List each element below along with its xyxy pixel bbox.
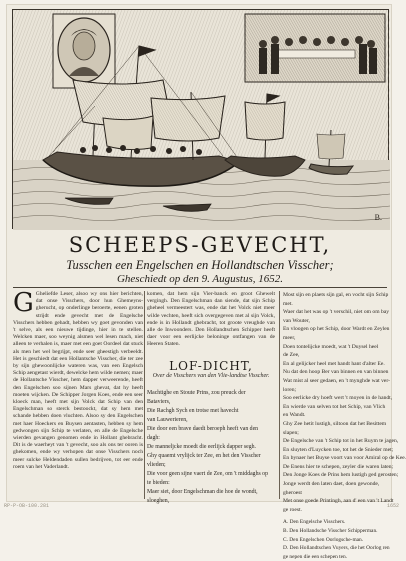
engraving-illustration bbox=[13, 10, 390, 230]
lof-dicht-title: LOF-DICHT, bbox=[169, 359, 253, 373]
poem3-line: Nu dat den hoop Ber van binnen en van binnen bbox=[283, 369, 389, 376]
engraving bbox=[12, 9, 389, 229]
engraving-legend bbox=[283, 518, 389, 561]
legend-entry: C. Den Engelschen Oorlogsche-man. bbox=[283, 536, 364, 543]
poem3-line: meer, bbox=[283, 334, 296, 341]
poem3-line: En wierde van selven tot het Schip, van Vlich bbox=[283, 403, 386, 410]
poem2-line: sloeghen, bbox=[147, 498, 170, 504]
poem2-line: Die voor geen sijne vaert de Zee, om 't middaghs op bbox=[147, 471, 268, 477]
drop-cap: G bbox=[13, 288, 34, 318]
poem3-line: loren; bbox=[283, 386, 297, 393]
poem3-line: De Engelsche van 't Schip tot in het Ruym te jagen, bbox=[283, 438, 399, 445]
main-title: SCHEEPS-GEVECHT, bbox=[68, 233, 332, 257]
poem3-line: Met onse goede Printingh, aan d' een van 't Landt bbox=[283, 498, 394, 505]
poem2-line: Ghy quaemt vrylijck ter Zee, en het den Visscher bbox=[147, 453, 261, 459]
prose-left-text: Gheliefde Leser, alsoo wy ons hier berichten, dat onse Visschers, door hun Ghemeyns-gherucht, op onderlinge beroerte, eenen groten strijdt ende gevecht met de Engelsche Visschers hebben gehadt, hebben wy goet gevonden van 't selve, als een nieuwe tijdinge, hier in te stellen. Welcken maer, soo weynig alsmen wel lesen mach, niet alleen te verhalen is, maer met een goet Oordeel dat stuck als men het wel begrijpt, ende seer gheestigh verbeeldt. Het is geschiedt dat een Hollantsche Visscher, die ter zee by sijn ghewoonlijcke wateren was, van een Engelsch Schip aengetast wierdt, dewelcke hem wilde nemen; maer de Hollantsche Visscher, hem dapper verweerende, heeft den Engelschen soo sijnen Mars ghevat, dat hy heeft moeten wijcken. De Schipper Jorgen Koes, ende een seer kloeck man, heeft met sijn Volck dat Schip van den Engelschman so sterck bestoockt, dat sy hem met schande hebben doen vluchten. Alsoo sy den Engelschen met haer Hoeckers en Buysen aentasten, hebben sy hem gedwongen sijn Schip te verlaten, en alle de Engelsche wierden gevangen genomen ende in Hollant ghebracht. Dit is de waerheyt van 't gevecht, soo als ons ter ooren is ghekomen, ende wy verhopen dat onse Visschers noch meer sulcke Heldendaden sullen bedrijven, tot eer ende roem van het Vaderlandt. bbox=[13, 291, 143, 470]
legend-entry: ge nepen die een schepen ten. bbox=[283, 553, 348, 560]
poem2-line: van Lauwerieren, bbox=[147, 417, 188, 423]
poem3-line: en Wandt. bbox=[283, 412, 306, 419]
poem2-line: Die Rachgh Sych en trotse met havecht bbox=[147, 408, 239, 414]
poem2-line: te bieden: bbox=[147, 480, 170, 486]
poem-column-middle bbox=[147, 389, 275, 504]
poem3-line: Most sijn en plaets sijn gal, en vocht sijn Schip bbox=[283, 292, 389, 298]
poem2-line: Machtighe en Stoute Prins, zou preuck der bbox=[147, 390, 246, 396]
lof-dicht-heading bbox=[147, 359, 275, 380]
poem3-line: Jonge werdt den laten daet, doen gewonde, bbox=[283, 481, 380, 488]
footer-year: 1652 bbox=[386, 503, 399, 509]
poem2-line: Bataviers, bbox=[147, 399, 171, 405]
title-rule bbox=[13, 287, 387, 288]
inset-scene bbox=[245, 14, 385, 82]
poem2-line: vlieden; bbox=[147, 462, 166, 468]
lof-dicht-subtitle: Over de Visschers van den Vlie-landtse Visscher. bbox=[152, 373, 270, 379]
poem2-line: Maer siet, door Engelschman die hoe de wondt, bbox=[147, 489, 258, 495]
prose-column-left bbox=[13, 288, 143, 501]
poem3-line: van Wouter, bbox=[283, 317, 310, 324]
poem3-line: En vloogen op het Schip, door Wardt en Zeylen bbox=[283, 326, 390, 333]
poem3-line: En sluyten d'Luycken toe, tot het de Snieder met; bbox=[283, 446, 394, 453]
portrait-medallion bbox=[53, 14, 115, 88]
poem3-line: slapen; bbox=[283, 429, 299, 436]
poem3-line: Ghy Zee hetit lustigh, siltoon dat het Besittem bbox=[283, 420, 387, 427]
poem3-line: En al gelijcker heel met handt hant d'alter Ee. bbox=[283, 360, 385, 367]
engraving-mark: B. bbox=[374, 213, 382, 222]
prose-column-middle bbox=[147, 291, 275, 355]
poem3-line: De Enens hier te schepen, zeyler die waren laten; bbox=[283, 463, 394, 470]
legend-entry: B. Den Hollandsche Visscher Schipperman. bbox=[283, 528, 378, 535]
legend-entry: A. Den Engelsche Visschers. bbox=[283, 519, 346, 526]
poem3-line: de Zee, bbox=[283, 352, 300, 359]
legend-entry: D. Den Hollandtschen Vuyers, die het Oorlog ren bbox=[283, 545, 390, 552]
poem3-line: gheroest bbox=[283, 489, 302, 496]
poem2-line: Die door een brave daedt beroeph heeft van den bbox=[147, 426, 259, 432]
poem3-line: En bynaer het Buyse voort van voor Amiral op de Kee. bbox=[283, 455, 406, 462]
column-divider-right bbox=[279, 291, 280, 499]
subtitle-line-1: Tusschen een Engelschen en Hollandtschen Visscher; bbox=[66, 258, 334, 272]
column-divider-left bbox=[144, 291, 145, 499]
poem3-line: Den Jonge Koes de Prins hem lustigh ged gerosten; bbox=[283, 472, 399, 479]
poem3-line: Soo eerlicke dry hoeft wert 't moyen in de handt, bbox=[283, 395, 393, 402]
poem3-line: Waer dat het was op 't verschil, niet om om bay bbox=[283, 309, 390, 316]
subtitle-line-2: Gheschiedt op den 9. Augustus, 1652. bbox=[116, 273, 283, 285]
poem2-line: dagh: bbox=[147, 435, 160, 441]
poem3-line: ge roest. bbox=[283, 506, 302, 513]
poem3-line: Wat mist al seer gedaen, en 't mynghde wat ver- bbox=[283, 377, 390, 384]
footer-id: RP-P-OB-100.281 bbox=[4, 503, 50, 509]
poem3-line: met. bbox=[283, 300, 293, 307]
poem3-line: Doen tontelijcke moedt, wat 't Duysel heel bbox=[283, 343, 379, 350]
prose-middle-text: komen, dat hem sijn Vier-banck en groot Ghewelt vergingh. Den Engelschman dan siende, dat sijn Schip gheheel vermeestert was, ende dat het Volck niet meer wilde vechten, heeft sich overgegeven met al sijn Volck, ende is in Hollandt ghebracht, tot groote vreughde van alle de Inwoonders. Den Hollandtschen Schipper heeft daer voor een eerlijcke beloninge ontfangen van de Heeren Staten. bbox=[147, 291, 275, 348]
poem2-line: De manneljcke moedt die eerlijck dapper segh. bbox=[147, 444, 256, 450]
